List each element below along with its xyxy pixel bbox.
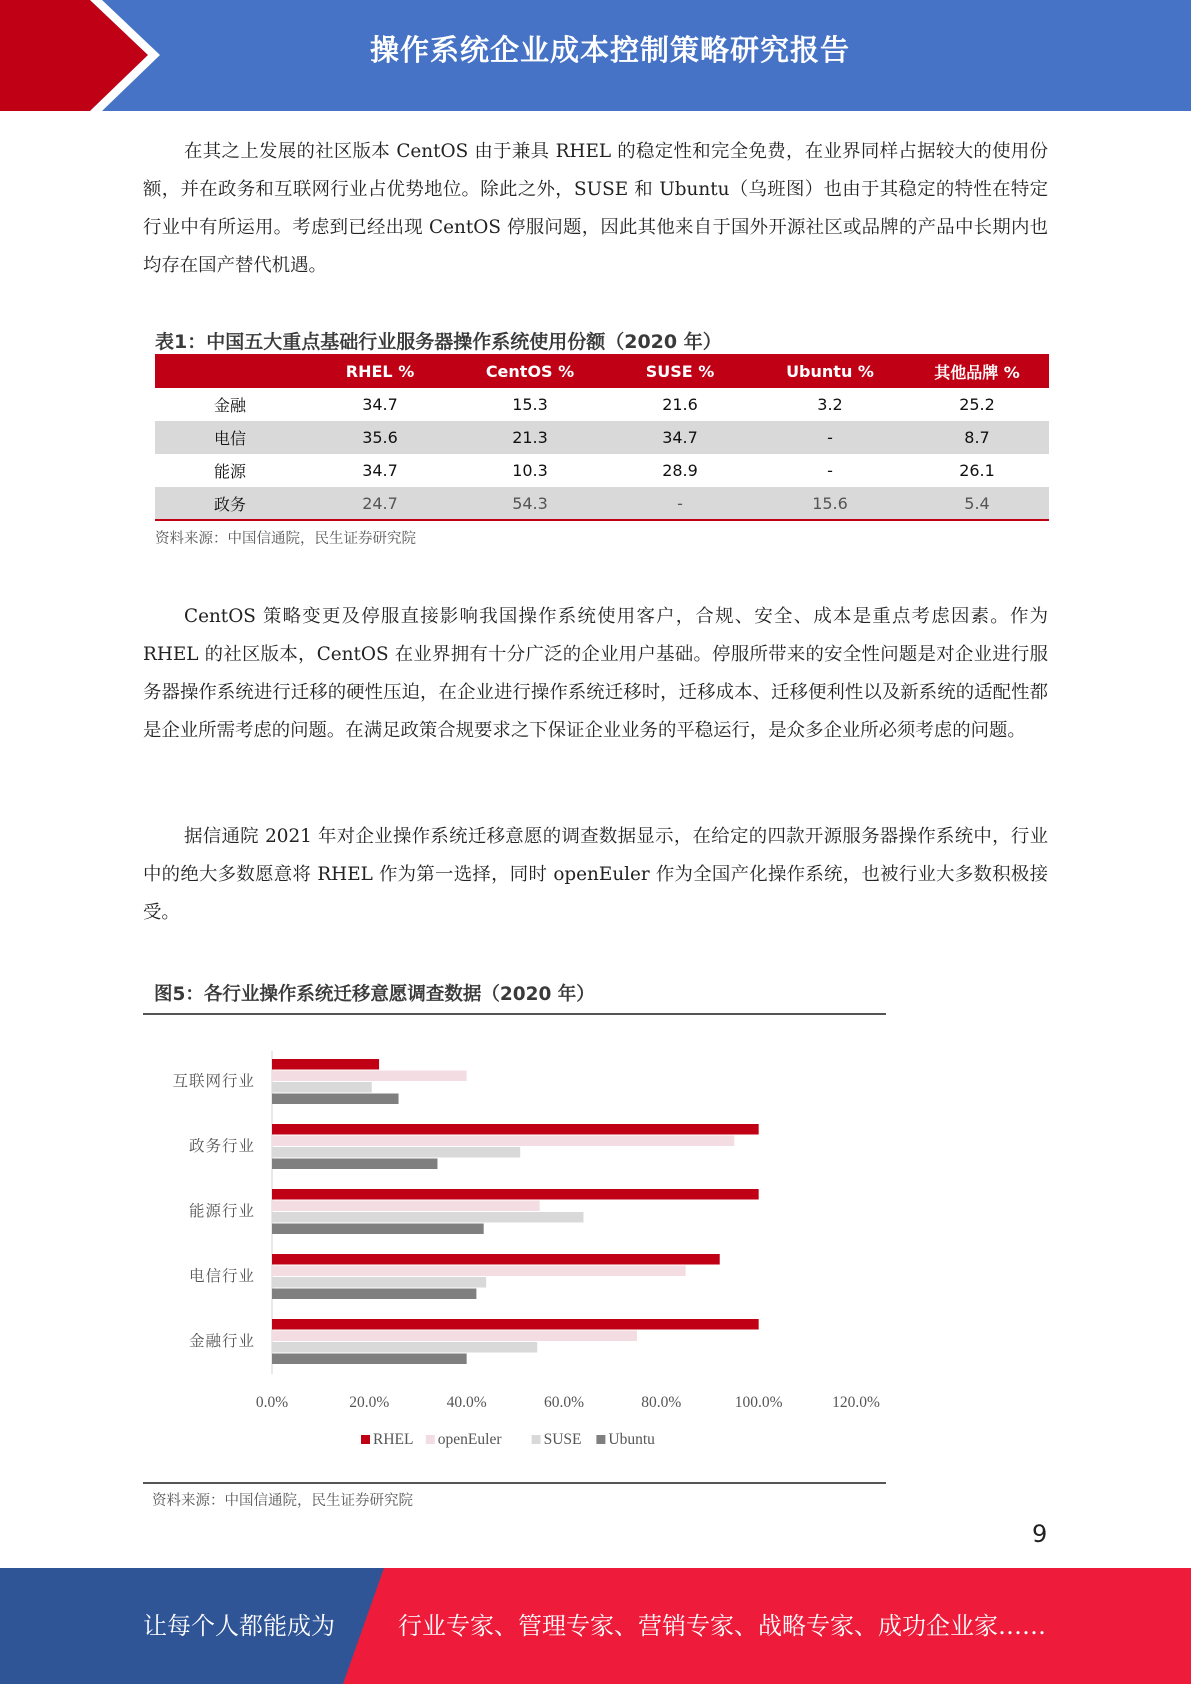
bar-rhel-0 <box>272 1059 379 1070</box>
table-cell: 34.7 <box>362 395 398 414</box>
table-cell: 35.6 <box>305 421 455 454</box>
bar-suse-1 <box>272 1147 520 1158</box>
category-label: 电信行业 <box>188 1267 255 1285</box>
bar-ubuntu-3 <box>272 1289 476 1300</box>
table-cell: 15.3 <box>512 395 548 414</box>
category-label: 政务行业 <box>188 1137 255 1155</box>
table-row <box>155 388 1049 421</box>
body-paragraph-3: 据信通院 2021 年对企业操作系统迁移意愿的调查数据显示，在给定的四款开源服务器操作系统中，行业中的绝大多数愿意将 RHEL 作为第一选择，同时 openEuler 作为全国产化操作系统，也被行业大多数积极接受。 <box>143 826 1048 923</box>
table-cell: 26.1 <box>959 461 995 480</box>
bar-openeuler-0 <box>272 1071 467 1082</box>
table-cell: 金融 <box>213 396 246 415</box>
os-share-table <box>155 354 1049 521</box>
figure-bottom-rule <box>143 1482 886 1484</box>
category-label: 互联网行业 <box>172 1072 255 1090</box>
bar-ubuntu-1 <box>272 1159 437 1170</box>
table-header-cell: RHEL % <box>305 354 455 388</box>
header-arrow-decoration <box>0 0 170 111</box>
footer-slogan-right: 行业专家、管理专家、营销专家、战略专家、成功企业家…… <box>398 1612 1046 1640</box>
table-header-cell: Ubuntu % <box>755 354 905 388</box>
table-cell: 21.6 <box>662 395 698 414</box>
table-cell: - <box>605 487 755 520</box>
x-tick-label: 20.0% <box>349 1394 390 1411</box>
bar-suse-3 <box>272 1277 486 1288</box>
bar-suse-0 <box>272 1082 372 1093</box>
table-cell: 能源 <box>213 462 246 481</box>
table-caption: 表1：中国五大重点基础行业服务器操作系统使用份额（2020 年） <box>155 331 722 353</box>
bar-ubuntu-2 <box>272 1224 484 1235</box>
table-cell: 21.3 <box>455 421 605 454</box>
table-cell: 3.2 <box>817 395 843 414</box>
x-tick-label: 0.0% <box>255 1394 289 1411</box>
table-header-row <box>155 354 1049 388</box>
table-cell: - <box>755 421 905 454</box>
bar-suse-4 <box>272 1342 537 1353</box>
figure-top-rule <box>143 1013 886 1015</box>
table-row <box>155 487 1049 520</box>
table-cell: - <box>827 461 833 480</box>
table-source-note: 资料来源：中国信通院，民生证券研究院 <box>155 531 416 547</box>
table-cell: 电信 <box>155 421 305 454</box>
legend-swatch <box>361 1435 370 1444</box>
x-tick-label: 40.0% <box>446 1394 487 1411</box>
category-label: 能源行业 <box>188 1202 255 1220</box>
legend-swatch <box>532 1435 541 1444</box>
bar-ubuntu-4 <box>272 1354 467 1365</box>
figure-caption: 图5：各行业操作系统迁移意愿调查数据（2020 年） <box>154 984 595 1005</box>
bar-rhel-1 <box>272 1124 759 1135</box>
x-tick-label: 120.0% <box>832 1394 880 1411</box>
legend-label: Ubuntu <box>608 1431 655 1448</box>
table-cell: 10.3 <box>512 461 548 480</box>
table-header-cell <box>155 354 305 388</box>
table-row <box>155 454 1049 487</box>
table-cell: 15.6 <box>755 487 905 520</box>
bar-openeuler-4 <box>272 1331 637 1342</box>
page-footer <box>0 1568 1191 1684</box>
legend-label: RHEL <box>373 1431 414 1448</box>
body-paragraph-1: 在其之上发展的社区版本 CentOS 由于兼具 RHEL 的稳定性和完全免费，在业界同样占据较大的使用份额，并在政务和互联网行业占优势地位。除此之外，SUSE 和 Ubuntu（乌班图）也由于其稳定的特性在特定行业中有所运用。考虑到已经出现 CentOS 停服问题，因此其他来自于国外开源社区或品牌的产品中长期内也均存在国产替代机遇。 <box>143 141 1048 276</box>
footer-slogan-left: 让每个人都能成为 <box>143 1612 335 1640</box>
bar-openeuler-3 <box>272 1266 686 1277</box>
table-cell: 24.7 <box>305 487 455 520</box>
table-cell: 8.7 <box>905 421 1049 454</box>
bar-ubuntu-0 <box>272 1094 399 1105</box>
bar-rhel-3 <box>272 1254 720 1265</box>
legend-label: openEuler <box>437 1431 502 1448</box>
x-tick-label: 60.0% <box>543 1394 585 1411</box>
bar-openeuler-2 <box>272 1201 540 1212</box>
x-tick-label: 80.0% <box>641 1394 682 1411</box>
table-cell: 25.2 <box>959 395 995 414</box>
table-header-cell: SUSE % <box>605 354 755 388</box>
table-header-cell: 其他品牌 % <box>905 354 1049 388</box>
bar-rhel-4 <box>272 1319 759 1330</box>
page-number: 9 <box>1032 1520 1048 1548</box>
table-cell: 5.4 <box>905 487 1049 520</box>
table-cell: 政务 <box>155 487 305 520</box>
legend-label: SUSE <box>543 1431 582 1448</box>
category-label: 金融行业 <box>188 1332 255 1350</box>
page-header <box>0 0 1191 111</box>
table-cell: 28.9 <box>662 461 698 480</box>
table-row <box>155 421 1049 454</box>
body-paragraph-2: CentOS 策略变更及停服直接影响我国操作系统使用客户，合规、安全、成本是重点考虑因素。作为 RHEL 的社区版本，CentOS 在业界拥有十分广泛的企业用户基础。停服所带来的安全性问题是对企业进行服务器操作系统进行迁移的硬性压迫，在企业进行操作系统迁移时，迁移成本、迁移便利性以及新系统的适配性都是企业所需考虑的问题。在满足政策合规要求之下保证企业业务的平稳运行，是众多企业所必须考虑的问题。 <box>143 606 1048 741</box>
legend-swatch <box>596 1435 605 1444</box>
header-title: 操作系统企业成本控制策略研究报告 <box>369 33 850 67</box>
x-tick-label: 100.0% <box>734 1394 783 1411</box>
migration-willingness-chart <box>143 1025 886 1480</box>
table-cell: 34.7 <box>362 461 398 480</box>
bar-rhel-2 <box>272 1189 759 1200</box>
table-header-cell: CentOS % <box>455 354 605 388</box>
table-cell: 54.3 <box>455 487 605 520</box>
table-cell: 34.7 <box>605 421 755 454</box>
bar-suse-2 <box>272 1212 583 1223</box>
bar-openeuler-1 <box>272 1136 734 1147</box>
legend-swatch <box>426 1435 435 1444</box>
figure-source-note: 资料来源：中国信通院，民生证券研究院 <box>152 1493 413 1509</box>
